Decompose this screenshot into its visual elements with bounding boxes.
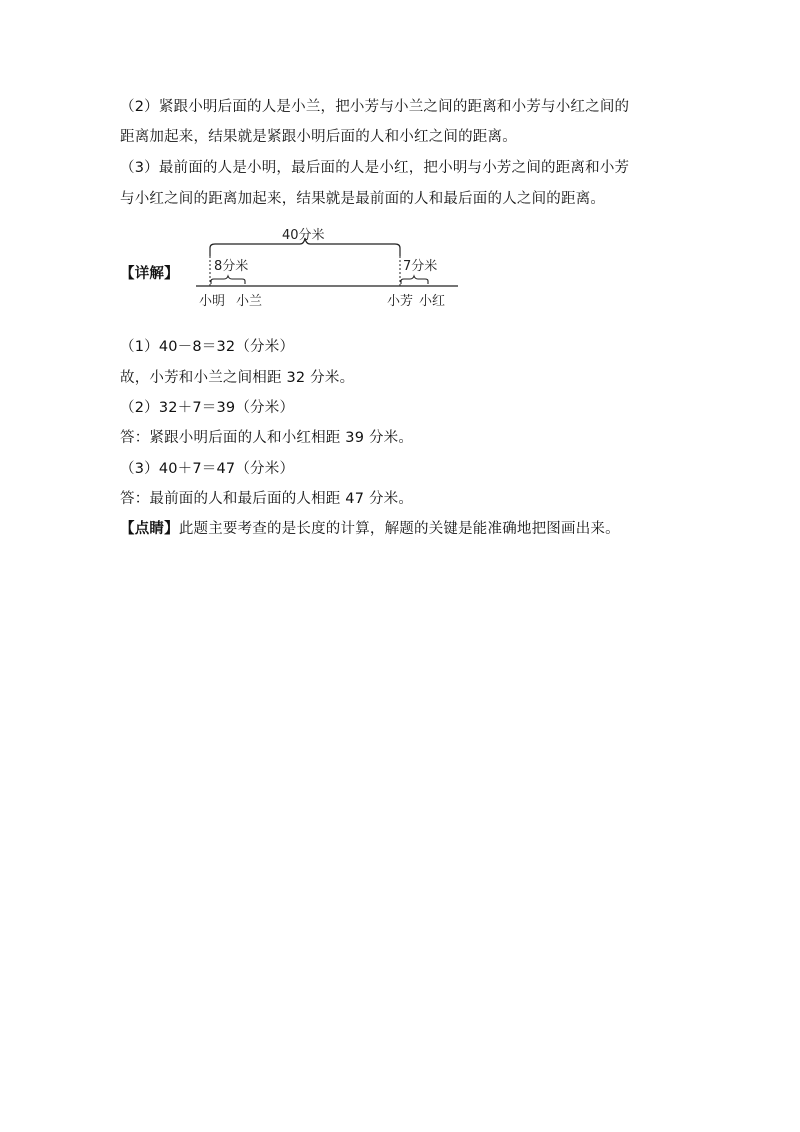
solution-3-equation: （3）40＋7＝47（分米） xyxy=(120,461,295,477)
paragraph-2-line-2: 距离加起来，结果就是紧跟小明后面的人和小红之间的距离。 xyxy=(120,129,517,145)
comment-text: 此题主要考查的是长度的计算，解题的关键是能准确地把图画出来。 xyxy=(178,521,620,537)
right-brace xyxy=(401,276,428,284)
left-distance-label: 8分米 xyxy=(214,259,249,274)
comment-label: 【点睛】 xyxy=(120,521,179,537)
solution-1-answer: 故，小芳和小兰之间相距 32 分米。 xyxy=(120,370,355,386)
name-xiaohong: 小红 xyxy=(419,294,446,309)
solution-1-equation: （1）40－8＝32（分米） xyxy=(120,339,295,355)
paragraph-2-line-1: （2）紧跟小明后面的人是小兰，把小芳与小兰之间的距离和小芳与小红之间的 xyxy=(120,99,630,115)
detail-label: 【详解】 xyxy=(120,266,179,282)
solution-2-answer: 答：紧跟小明后面的人和小红相距 39 分米。 xyxy=(120,430,414,446)
total-distance-label: 40分米 xyxy=(282,228,325,243)
paragraph-3-line-1: （3）最前面的人是小明，最后面的人是小红，把小明与小芳之间的距离和小芳 xyxy=(120,160,630,176)
name-xiaofang: 小芳 xyxy=(387,294,414,309)
left-brace xyxy=(211,276,245,284)
name-xiaoming: 小明 xyxy=(199,294,226,309)
comment-line xyxy=(120,519,620,539)
paragraph-3-line-2: 与小红之间的距离加起来，结果就是最前面的人和最后面的人之间的距离。 xyxy=(120,191,606,207)
solution-2-equation: （2）32＋7＝39（分米） xyxy=(120,400,295,416)
right-distance-label: 7分米 xyxy=(403,259,438,274)
total-brace xyxy=(210,238,400,256)
name-xiaolan: 小兰 xyxy=(236,294,263,309)
solution-3-answer: 答：最前面的人和最后面的人相距 47 分米。 xyxy=(120,491,414,507)
